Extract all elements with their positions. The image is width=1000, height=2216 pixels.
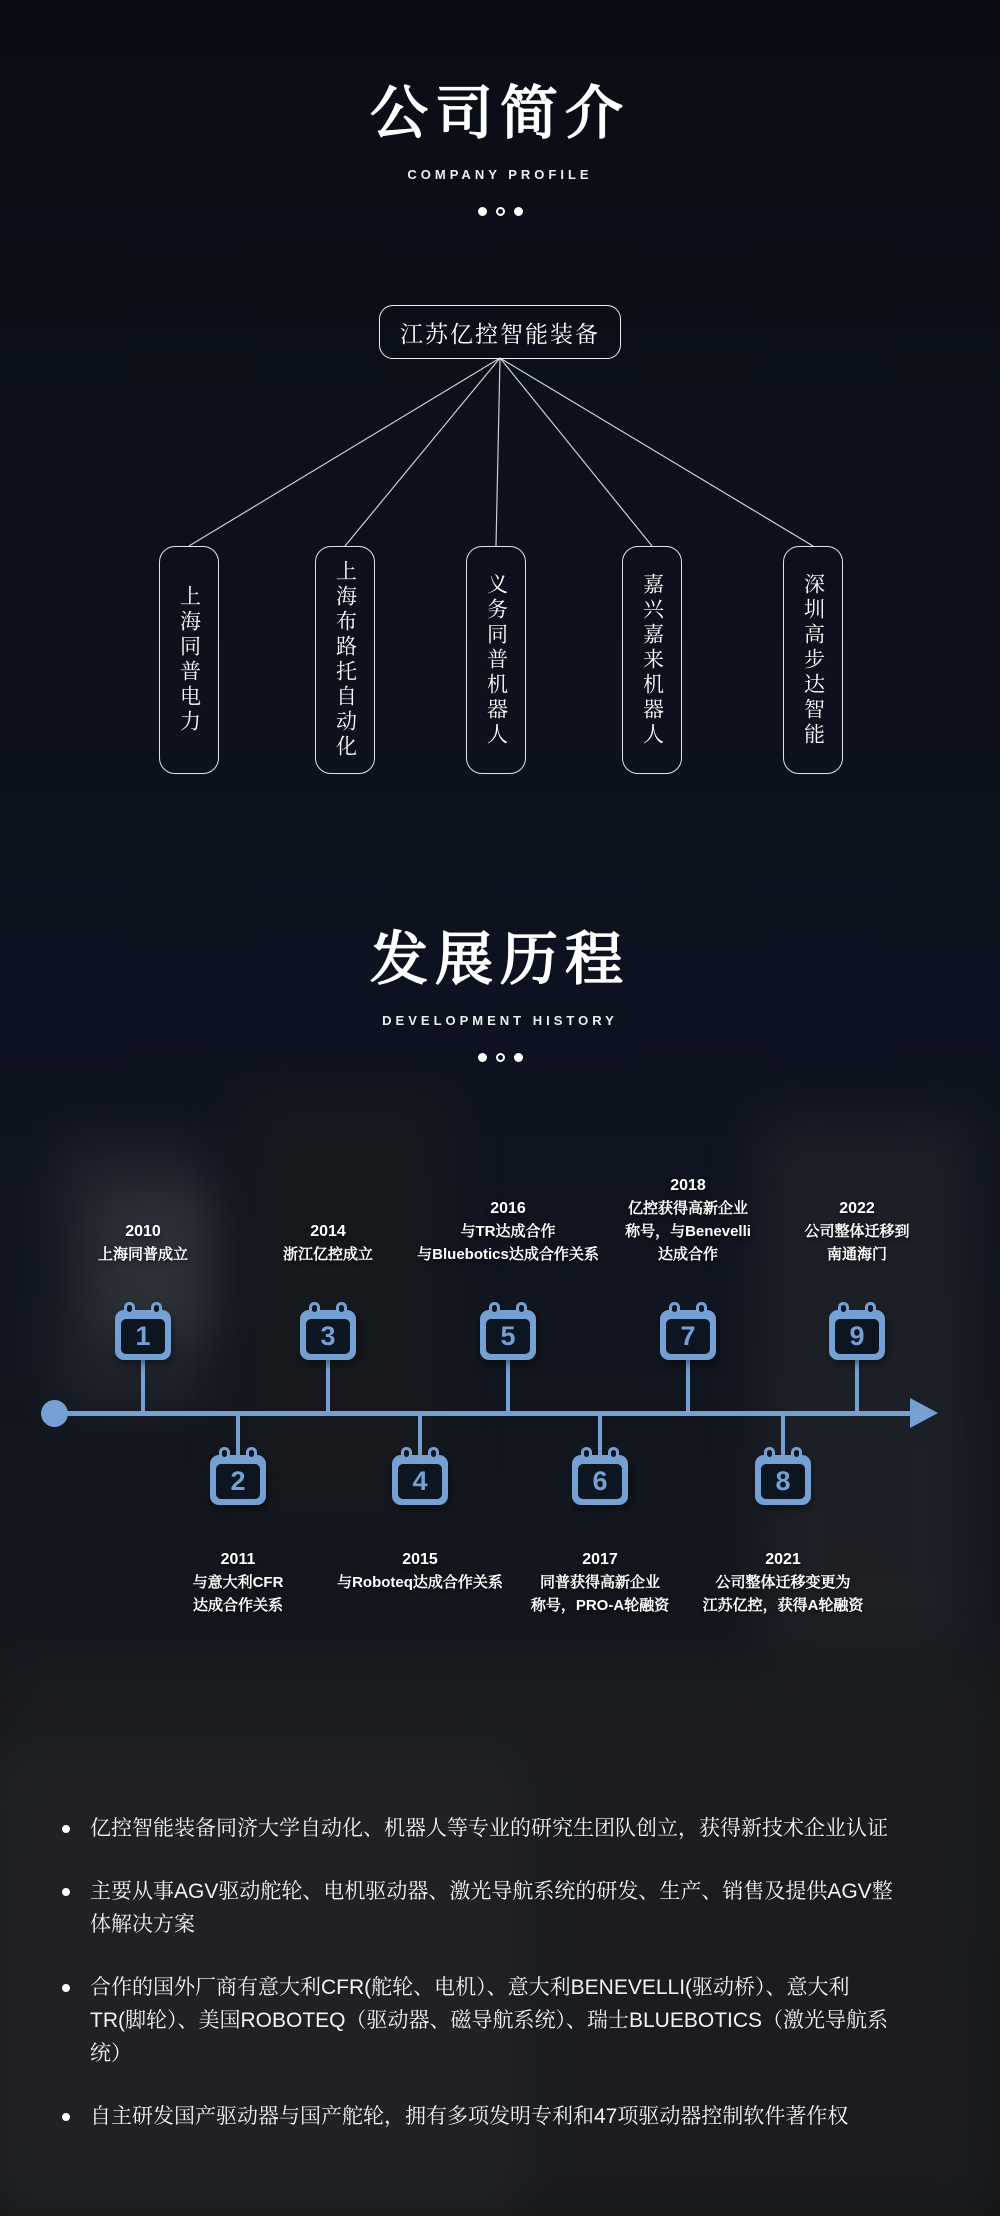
calendar-ring-icon <box>124 1302 135 1317</box>
list-item <box>62 2100 942 2133</box>
calendar-ring-icon <box>428 1447 439 1462</box>
calendar-face <box>306 1319 350 1354</box>
timeline-event-label <box>666 1548 900 1617</box>
carousel-dot[interactable] <box>478 207 487 216</box>
calendar-icon <box>572 1455 628 1505</box>
calendar-icon <box>392 1455 448 1505</box>
bullet-dot-icon <box>62 1984 70 1992</box>
calendar-face <box>835 1319 879 1354</box>
calendar-icon <box>829 1310 885 1360</box>
calendar-face <box>666 1319 710 1354</box>
calendar-number: 6 <box>592 1466 608 1496</box>
calendar-number: 9 <box>849 1321 865 1351</box>
timeline-event-line: 南通海门 <box>826 1246 887 1263</box>
timeline-event-year: 2016 <box>490 1200 526 1217</box>
carousel-dot[interactable] <box>514 1053 523 1062</box>
timeline-event-year: 2014 <box>310 1223 346 1240</box>
list-item-text: 主要从事AGV驱动舵轮、电机驱动器、激光导航系统的研发、生产、销售及提供AGV整体解决方案 <box>90 1880 893 1936</box>
calendar-face <box>398 1464 442 1499</box>
section-divider-dots <box>0 1053 1000 1062</box>
section-divider-dots <box>0 207 1000 216</box>
calendar-ring-icon <box>608 1447 619 1462</box>
timeline-stem <box>598 1413 602 1457</box>
calendar-ring-icon <box>791 1447 802 1462</box>
calendar-ring-icon <box>246 1447 257 1462</box>
timeline-event-line: 与Bluebotics达成合作关系 <box>417 1246 599 1263</box>
calendar-number: 3 <box>320 1321 336 1351</box>
timeline-event-year: 2018 <box>670 1177 706 1194</box>
bullet-dot-icon <box>62 1825 70 1833</box>
profile-title: 公司简介 <box>369 81 630 146</box>
timeline-event-line: 称号，与Benevelli <box>625 1223 751 1240</box>
list-item <box>62 1812 942 1845</box>
calendar-icon <box>755 1455 811 1505</box>
org-child-box: 上海布路托自动化 <box>315 546 375 774</box>
timeline-stem <box>236 1413 240 1457</box>
calendar-ring-icon <box>696 1302 707 1317</box>
carousel-dot[interactable] <box>514 207 523 216</box>
calendar-icon <box>480 1310 536 1360</box>
calendar-ring-icon <box>669 1302 680 1317</box>
calendar-number: 5 <box>500 1321 516 1351</box>
org-connector-lines <box>0 352 1000 552</box>
history-title: 发展历程 <box>369 927 630 992</box>
timeline-stem <box>141 1358 145 1414</box>
calendar-number: 7 <box>680 1321 696 1351</box>
timeline-stem <box>855 1358 859 1414</box>
timeline-event-line: 上海同普成立 <box>97 1246 188 1263</box>
calendar-number: 1 <box>135 1321 151 1351</box>
calendar-face <box>486 1319 530 1354</box>
timeline-event-year: 2011 <box>220 1551 256 1568</box>
history-section-header <box>0 928 1000 1062</box>
calendar-icon <box>660 1310 716 1360</box>
list-item <box>62 1971 942 2070</box>
timeline-event-line: 称号，PRO-A轮融资 <box>530 1597 670 1614</box>
calendar-face <box>578 1464 622 1499</box>
history-subtitle: DEVELOPMENT HISTORY <box>382 1012 618 1028</box>
calendar-ring-icon <box>336 1302 347 1317</box>
calendar-ring-icon <box>764 1447 775 1462</box>
calendar-ring-icon <box>838 1302 849 1317</box>
list-item <box>62 1875 942 1941</box>
calendar-face <box>761 1464 805 1499</box>
calendar-ring-icon <box>401 1447 412 1462</box>
calendar-ring-icon <box>581 1447 592 1462</box>
timeline-event-year: 2015 <box>402 1551 438 1568</box>
profile-subtitle: COMPANY PROFILE <box>407 166 593 182</box>
calendar-ring-icon <box>516 1302 527 1317</box>
timeline-stem <box>418 1413 422 1457</box>
timeline-start-dot <box>41 1400 68 1427</box>
carousel-dot[interactable] <box>496 1053 505 1062</box>
list-item-text: 自主研发国产驱动器与国产舵轮，拥有多项发明专利和47项驱动器控制软件著作权 <box>90 2105 849 2128</box>
calendar-icon <box>300 1310 356 1360</box>
timeline-event-line: 同普获得高新企业 <box>539 1574 660 1591</box>
calendar-number: 4 <box>412 1466 428 1496</box>
timeline-stem <box>686 1358 690 1414</box>
timeline-event-line: 与Roboteq达成合作关系 <box>337 1574 503 1591</box>
timeline-event-line: 江苏亿控，获得A轮融资 <box>702 1597 864 1614</box>
timeline-event-line: 亿控获得高新企业 <box>627 1200 748 1217</box>
calendar-number: 2 <box>230 1466 246 1496</box>
calendar-ring-icon <box>151 1302 162 1317</box>
bullet-dot-icon <box>62 2113 70 2121</box>
org-child-box: 嘉兴嘉来机器人 <box>622 546 682 774</box>
timeline-stem <box>326 1358 330 1414</box>
timeline <box>0 1170 1000 1650</box>
calendar-number: 8 <box>775 1466 791 1496</box>
calendar-icon <box>115 1310 171 1360</box>
calendar-ring-icon <box>489 1302 500 1317</box>
bullet-dot-icon <box>62 1888 70 1896</box>
timeline-arrow-icon <box>910 1398 938 1428</box>
timeline-event-year: 2021 <box>765 1551 801 1568</box>
carousel-dot[interactable] <box>496 207 505 216</box>
carousel-dot[interactable] <box>478 1053 487 1062</box>
org-root-box: 江苏亿控智能装备 <box>379 305 621 359</box>
timeline-event-line: 与TR达成合作 <box>460 1223 556 1240</box>
timeline-stem <box>506 1358 510 1414</box>
timeline-event-label <box>740 1197 974 1266</box>
timeline-event-year: 2017 <box>582 1551 618 1568</box>
calendar-ring-icon <box>219 1447 230 1462</box>
timeline-event-line: 公司整体迁移到 <box>804 1223 910 1240</box>
calendar-ring-icon <box>309 1302 320 1317</box>
timeline-event-line: 公司整体迁移变更为 <box>715 1574 851 1591</box>
calendar-icon <box>210 1455 266 1505</box>
timeline-stem <box>781 1413 785 1457</box>
timeline-event-line: 与意大利CFR <box>192 1574 284 1591</box>
timeline-event-line: 达成合作 <box>657 1246 718 1263</box>
timeline-event-year: 2010 <box>125 1223 161 1240</box>
profile-section-header <box>0 82 1000 216</box>
company-intro-list <box>62 1812 942 2163</box>
timeline-event-year: 2022 <box>839 1200 875 1217</box>
timeline-event-line: 达成合作关系 <box>192 1597 283 1614</box>
timeline-event-line: 浙江亿控成立 <box>282 1246 373 1263</box>
list-item-text: 合作的国外厂商有意大利CFR(舵轮、电机）、意大利BENEVELLI(驱动桥）、意大利TR(脚轮）、美国ROBOTEQ（驱动器、磁导航系统）、瑞士BLUEBOTICS（激光导航系统） <box>90 1976 889 2065</box>
list-item-text: 亿控智能装备同济大学自动化、机器人等专业的研究生团队创立，获得新技术企业认证 <box>90 1817 888 1840</box>
calendar-face <box>121 1319 165 1354</box>
org-child-box: 深圳高步达智能 <box>783 546 843 774</box>
org-child-box: 义务同普机器人 <box>466 546 526 774</box>
calendar-face <box>216 1464 260 1499</box>
calendar-ring-icon <box>865 1302 876 1317</box>
org-child-box: 上海同普电力 <box>159 546 219 774</box>
